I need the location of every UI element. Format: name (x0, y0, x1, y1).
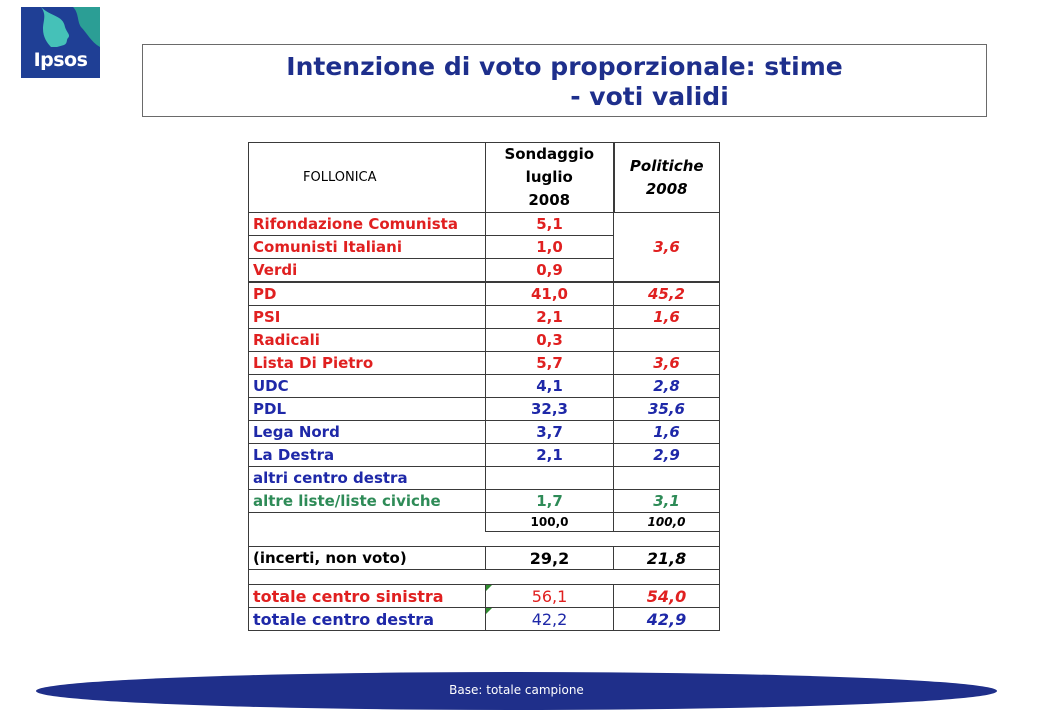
party-label: Lega Nord (249, 421, 486, 444)
col-politiche-header: Politiche 2008 (614, 143, 720, 213)
sondaggio-value: 5,7 (486, 352, 614, 375)
table-row (249, 444, 720, 467)
party-label: PDL (249, 398, 486, 421)
party-label: Comunisti Italiani (249, 236, 486, 259)
table-row (249, 490, 720, 513)
politiche-value (614, 467, 720, 490)
total-politiche: 100,0 (614, 513, 720, 532)
politiche-value: 2,8 (614, 375, 720, 398)
politiche-value: 45,2 (614, 282, 720, 306)
table-row (249, 352, 720, 375)
table-row (249, 213, 720, 236)
sondaggio-value: 2,1 (486, 306, 614, 329)
party-label: Lista Di Pietro (249, 352, 486, 375)
table-row (249, 547, 720, 570)
title-line-2: - voti validi (570, 82, 729, 111)
incerti-sondaggio: 29,2 (486, 547, 614, 570)
table-row (249, 398, 720, 421)
politiche-value: 2,9 (614, 444, 720, 467)
incerti-politiche: 21,8 (614, 547, 720, 570)
logo-text: Ipsos (33, 49, 88, 71)
table-row (249, 585, 720, 608)
cd-label: totale centro destra (249, 608, 486, 631)
politiche-value: 3,6 (614, 352, 720, 375)
page-title (142, 44, 987, 117)
table-row (249, 329, 720, 352)
party-label: PD (249, 282, 486, 306)
cd-politiche: 42,9 (614, 608, 720, 631)
table-row (249, 421, 720, 444)
table-row (249, 375, 720, 398)
politiche-value: 35,6 (614, 398, 720, 421)
politiche-merged-value: 3,6 (614, 213, 720, 283)
party-label: altri centro destra (249, 467, 486, 490)
politiche-value: 1,6 (614, 421, 720, 444)
incerti-label: (incerti, non voto) (249, 547, 486, 570)
sondaggio-value: 3,7 (486, 421, 614, 444)
politiche-value: 1,6 (614, 306, 720, 329)
vote-estimate-table (248, 142, 720, 631)
table-header-row (249, 143, 720, 213)
footer-text: Base: totale campione (449, 683, 584, 697)
sondaggio-value: 1,7 (486, 490, 614, 513)
table-row (249, 306, 720, 329)
party-label: PSI (249, 306, 486, 329)
sondaggio-value: 1,0 (486, 236, 614, 259)
ipsos-logo (21, 7, 100, 78)
sondaggio-value: 0,9 (486, 259, 614, 283)
footer-bar (36, 672, 997, 710)
cs-politiche: 54,0 (614, 585, 720, 608)
sondaggio-value: 0,3 (486, 329, 614, 352)
politiche-value: 3,1 (614, 490, 720, 513)
party-label: Verdi (249, 259, 486, 283)
cs-sondaggio: 56,1 (486, 585, 614, 608)
sondaggio-value: 4,1 (486, 375, 614, 398)
party-label: UDC (249, 375, 486, 398)
table-row (249, 467, 720, 490)
sondaggio-value (486, 467, 614, 490)
politiche-value (614, 329, 720, 352)
party-label: Rifondazione Comunista (249, 213, 486, 236)
sondaggio-value: 41,0 (486, 282, 614, 306)
sondaggio-value: 2,1 (486, 444, 614, 467)
table-row (249, 513, 720, 532)
cs-label: totale centro sinistra (249, 585, 486, 608)
table-row (249, 282, 720, 306)
party-label: altre liste/liste civiche (249, 490, 486, 513)
party-label: La Destra (249, 444, 486, 467)
sondaggio-value: 32,3 (486, 398, 614, 421)
total-sondaggio: 100,0 (486, 513, 614, 532)
cd-sondaggio: 42,2 (486, 608, 614, 631)
party-label: Radicali (249, 329, 486, 352)
col-sondaggio-header: Sondaggio luglio 2008 (486, 143, 614, 213)
title-line-1: Intenzione di voto proporzionale: stime (286, 52, 843, 81)
table-row (249, 608, 720, 631)
sondaggio-value: 5,1 (486, 213, 614, 236)
place-label: FOLLONICA (249, 143, 486, 213)
